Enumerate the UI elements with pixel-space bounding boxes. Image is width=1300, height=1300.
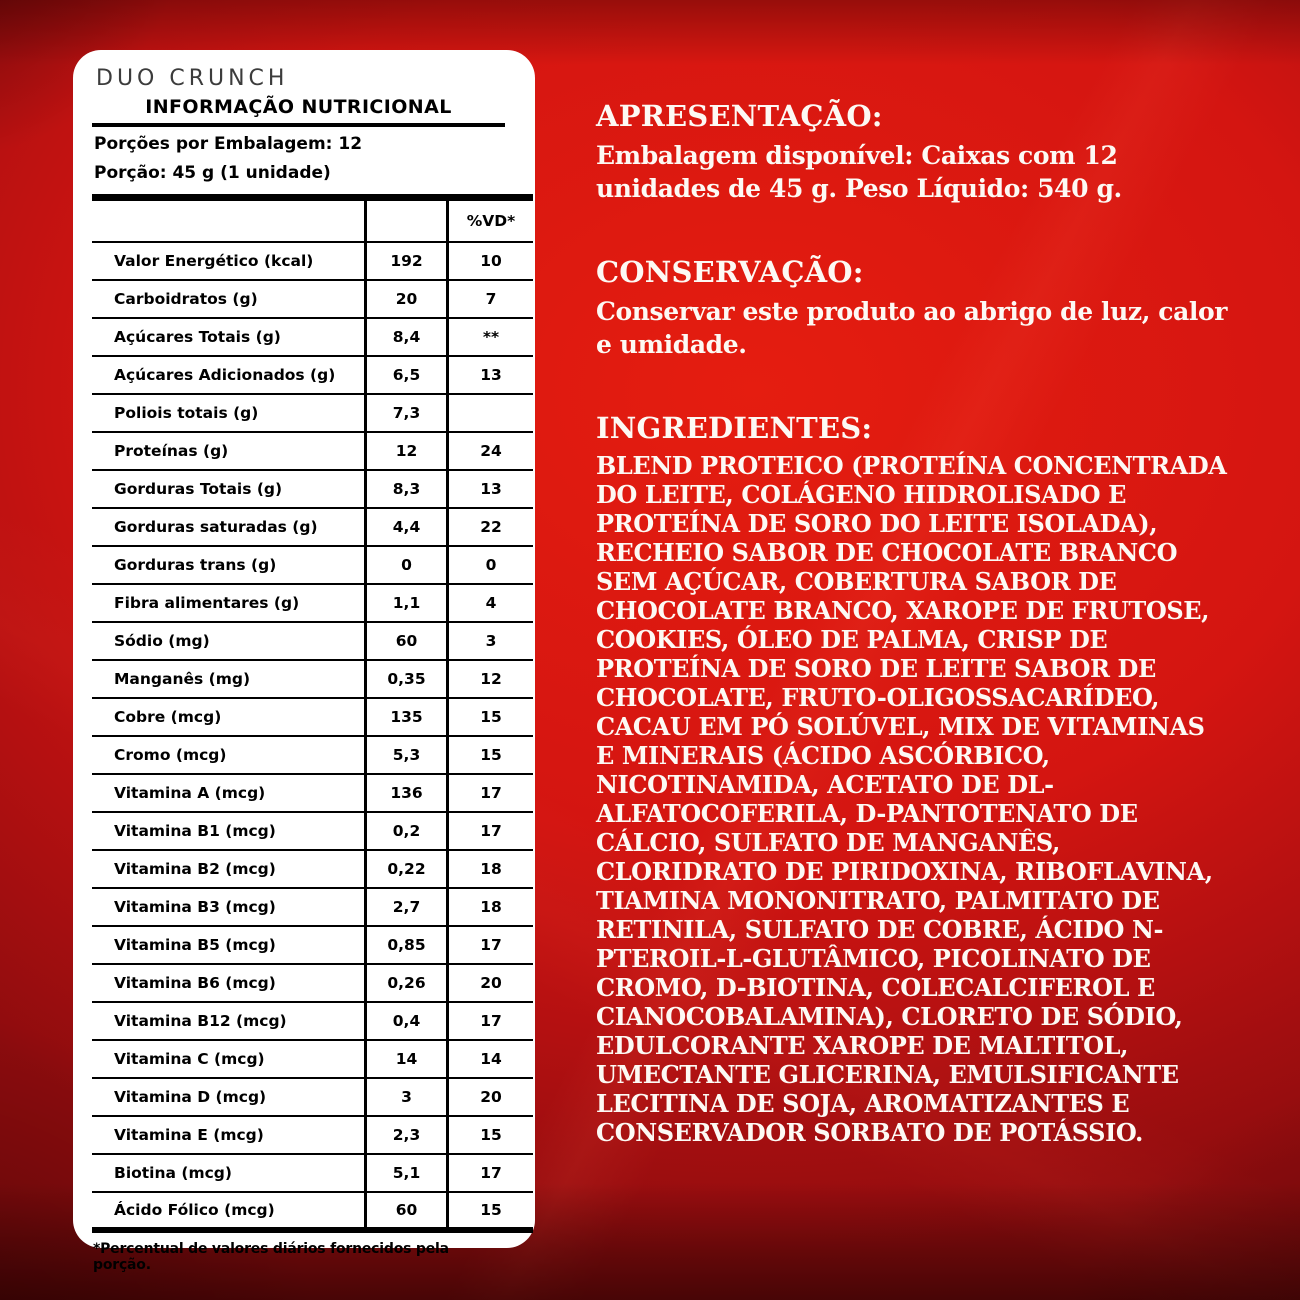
table-row: [92, 850, 533, 888]
table-row: [92, 736, 533, 774]
cell-vd: 13: [448, 356, 534, 394]
table-row: [92, 812, 533, 850]
cell-label: Vitamina A (mcg): [114, 783, 266, 802]
table-row: [92, 1192, 533, 1230]
nutrition-facts-card: [73, 50, 535, 1273]
cell-vd: 18: [448, 888, 534, 926]
cell-label: Carboidratos (g): [114, 289, 258, 308]
table-row: [92, 698, 533, 736]
cell-label: Açúcares Totais (g): [114, 327, 281, 346]
cell-value: 0,4: [366, 1002, 448, 1040]
cell-value: 7,3: [366, 394, 448, 432]
table-row: [92, 1002, 533, 1040]
cell-label: Vitamina B1 (mcg): [114, 821, 276, 840]
cell-value: 1,1: [366, 584, 448, 622]
table-row: [92, 318, 533, 356]
ingredientes-body: BLEND PROTEICO (PROTEÍNA CONCENTRADA DO LEITE, COLÁGENO HIDROLISADO E PROTEÍNA DE SORO DO LEITE ISOLADA), RECHEIO SABOR DE CHOCOLATE BRANCO SEM AÇÚCAR, COBERTURA SABOR DE CHOCOLATE BRANCO, XAROPE DE FRUTOSE, COOKIES, ÓLEO DE PALMA, CRISP DE PROTEÍNA DE SORO DE LEITE SABOR DE CHOCOLATE, FRUTO-OLIGOSSACARÍDEO, CACAU EM PÓ SOLÚVEL, MIX DE VITAMINAS E MINERAIS (ÁCIDO ASCÓRBICO, NICOTINAMIDA, ACETATO DE DL- ALFATOCOFERILA, D-PANTOTENATO DE CÁLCIO, SULFATO DE MANGANÊS, CLORIDRATO DE PIRIDOXINA, RIBOFLAVINA, TIAMINA MONONITRATO, PALMITATO DE RETINILA, SULFATO DE COBRE, ÁCIDO N-PTEROIL-L-GLUTÂMICO, PICOLINATO DE CROMO, D-BIOTINA, COLECALCIFEROL E CIANOCOBALAMINA), CLORETO DE SÓDIO, EDULCORANTE XAROPE DE MALTITOL, UMECTANTE GLICERINA, EMULSIFICANTE LECITINA DE SOJA, AROMATIZANTES E CONSERVADOR SORBATO DE POTÁSSIO.: [596, 451, 1227, 1147]
apresentacao-title: APRESENTAÇÃO:: [596, 99, 883, 133]
table-row: [92, 1154, 533, 1192]
cell-vd: [448, 394, 534, 432]
cell-label: Poliois totais (g): [114, 403, 259, 422]
cell-label: Vitamina C (mcg): [114, 1049, 265, 1068]
cell-vd: 12: [448, 660, 534, 698]
table-row: [92, 356, 533, 394]
cell-value: 20: [366, 280, 448, 318]
table-row: [92, 774, 533, 812]
cell-label: Vitamina B3 (mcg): [114, 897, 276, 916]
cell-value: 136: [366, 774, 448, 812]
cell-vd: 7: [448, 280, 534, 318]
header-row: [92, 198, 533, 242]
cell-label: Vitamina E (mcg): [114, 1125, 264, 1144]
daily-value-footnote: *Percentual de valores diários fornecidos pela porção.: [93, 1240, 449, 1273]
cell-label: Sódio (mg): [114, 631, 210, 650]
cell-value: 0,22: [366, 850, 448, 888]
cell-value: 5,1: [366, 1154, 448, 1192]
table-row: [92, 660, 533, 698]
cell-label: Fibra alimentares (g): [114, 593, 300, 612]
cell-vd: 17: [448, 812, 534, 850]
cell-value: 0,85: [366, 926, 448, 964]
cell-value: 0,35: [366, 660, 448, 698]
cell-value: 12: [366, 432, 448, 470]
cell-label: Cobre (mcg): [114, 707, 222, 726]
cell-vd: 0: [448, 546, 534, 584]
cell-label: Ácido Fólico (mcg): [114, 1200, 275, 1219]
cell-value: 0,2: [366, 812, 448, 850]
cell-value: 192: [366, 242, 448, 280]
cell-value: 0: [366, 546, 448, 584]
cell-value: 4,4: [366, 508, 448, 546]
table-row: [92, 1116, 533, 1154]
cell-label: Gorduras trans (g): [114, 555, 277, 574]
cell-vd: 13: [448, 470, 534, 508]
cell-value: 135: [366, 698, 448, 736]
cell-vd: 18: [448, 850, 534, 888]
cell-vd: 24: [448, 432, 534, 470]
cell-vd: 10: [448, 242, 534, 280]
table-row: [92, 432, 533, 470]
table-row: [92, 394, 533, 432]
cell-vd: 17: [448, 774, 534, 812]
cell-vd: 15: [448, 1192, 534, 1230]
cell-value: 3: [366, 1078, 448, 1116]
portion-size: Porção: 45 g (1 unidade): [94, 163, 331, 183]
table-row: [92, 470, 533, 508]
table-row: [92, 964, 533, 1002]
nutrition-table: [92, 194, 533, 1233]
cell-label: Gorduras saturadas (g): [114, 517, 318, 536]
section-ingredientes: [596, 411, 1228, 1147]
conservacao-body: Conservar este produto ao abrigo de luz, calor e umidade.: [596, 297, 1228, 359]
servings-per-package: Porções por Embalagem: 12: [94, 134, 363, 154]
cell-label: Biotina (mcg): [114, 1163, 232, 1182]
cell-label: Açúcares Adicionados (g): [114, 365, 336, 384]
cell-vd: 22: [448, 508, 534, 546]
cell-label: Gorduras Totais (g): [114, 479, 283, 498]
ingredientes-title: INGREDIENTES:: [596, 411, 873, 445]
cell-label: Cromo (mcg): [114, 745, 227, 764]
cell-value: 0,26: [366, 964, 448, 1002]
nutrition-table-title: INFORMAÇÃO NUTRICIONAL: [92, 93, 505, 127]
header-vd: %VD*: [448, 198, 534, 242]
cell-vd: 17: [448, 1154, 534, 1192]
nutrition-table-header: [92, 198, 533, 242]
cell-label: Vitamina B2 (mcg): [114, 859, 276, 878]
cell-vd: 15: [448, 1116, 534, 1154]
nutrition-table-body: [92, 242, 533, 1230]
cell-value: 5,3: [366, 736, 448, 774]
cell-label: Vitamina D (mcg): [114, 1087, 267, 1106]
cell-label: Proteínas (g): [114, 441, 229, 460]
cell-label: Manganês (mg): [114, 669, 251, 688]
cell-label: Valor Energético (kcal): [114, 251, 314, 270]
apresentacao-body: Embalagem disponível: Caixas com 12 unidades de 45 g. Peso Líquido: 540 g.: [596, 141, 1122, 203]
cell-vd: 17: [448, 926, 534, 964]
cell-value: 8,3: [366, 470, 448, 508]
cell-value: 60: [366, 1192, 448, 1230]
cell-vd: 15: [448, 736, 534, 774]
cell-vd: 14: [448, 1040, 534, 1078]
header-empty-value: [366, 198, 448, 242]
table-row: [92, 280, 533, 318]
table-row: [92, 508, 533, 546]
cell-value: 8,4: [366, 318, 448, 356]
table-row: [92, 1040, 533, 1078]
conservacao-title: CONSERVAÇÃO:: [596, 255, 864, 289]
cell-vd: 17: [448, 1002, 534, 1040]
header-empty-label: [92, 198, 366, 242]
cell-label: Vitamina B5 (mcg): [114, 935, 276, 954]
cell-label: Vitamina B12 (mcg): [114, 1011, 287, 1030]
cell-vd: 4: [448, 584, 534, 622]
cell-vd: **: [448, 318, 534, 356]
section-apresentacao: [596, 99, 1228, 205]
cell-value: 2,7: [366, 888, 448, 926]
cell-vd: 15: [448, 698, 534, 736]
table-row: [92, 622, 533, 660]
cell-label: Vitamina B6 (mcg): [114, 973, 276, 992]
table-row: [92, 242, 533, 280]
cell-value: 14: [366, 1040, 448, 1078]
table-row: [92, 888, 533, 926]
table-row: [92, 1078, 533, 1116]
cell-vd: 20: [448, 1078, 534, 1116]
cell-vd: 20: [448, 964, 534, 1002]
section-conservacao: [596, 255, 1228, 361]
table-row: [92, 584, 533, 622]
product-name: DUO CRUNCH: [96, 66, 289, 91]
info-panel: [596, 99, 1228, 1197]
cell-value: 60: [366, 622, 448, 660]
cell-value: 6,5: [366, 356, 448, 394]
cell-value: 2,3: [366, 1116, 448, 1154]
cell-vd: 3: [448, 622, 534, 660]
table-row: [92, 926, 533, 964]
table-row: [92, 546, 533, 584]
